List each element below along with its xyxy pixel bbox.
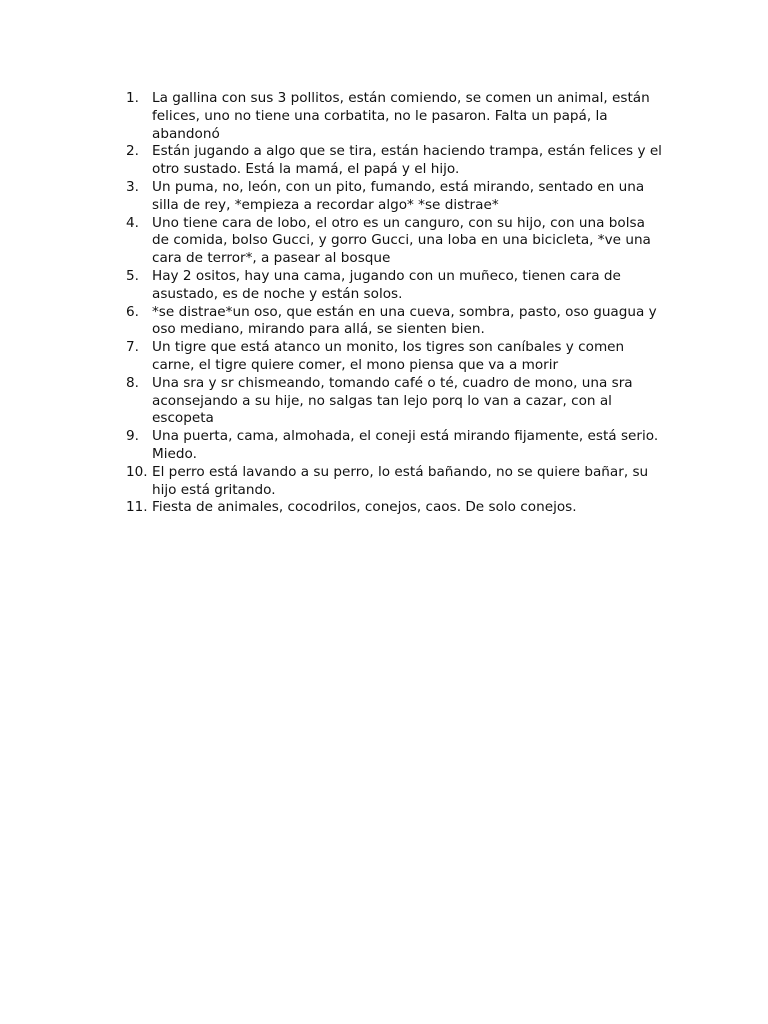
list-item <box>126 375 666 428</box>
list-item-number: 10. <box>126 463 148 480</box>
list-item-text: *se distrae*un oso, que están en una cueva, sombra, pasto, oso guagua y oso mediano, mirando para allá, se sienten bien. <box>152 303 657 338</box>
list-item <box>126 304 666 340</box>
list-item-text: Un tigre que está atanco un monito, los tigres son caníbales y comen carne, el tigre quiere comer, el mono piensa que va a morir <box>152 339 625 373</box>
list-item <box>126 179 666 215</box>
list-item-number: 9. <box>126 428 139 445</box>
list-item-number: 1. <box>126 90 139 106</box>
list-item <box>126 464 666 500</box>
numbered-list <box>126 90 666 517</box>
list-item-number: 6. <box>126 303 139 320</box>
list-item-text: Una puerta, cama, almohada, el coneji está mirando fijamente, está serio. Miedo. <box>152 428 659 462</box>
list-item-number: 4. <box>126 214 139 231</box>
list-item-number: 2. <box>126 143 139 160</box>
list-item-text: Un puma, no, león, con un pito, fumando, está mirando, sentado en una silla de rey, *empieza a recordar algo* *se distrae* <box>152 178 645 213</box>
list-item-text: La gallina con sus 3 pollitos, están comiendo, se comen un animal, están felices, uno no tiene una corbatita, no le pasaron. Falta un papá, la abandonó <box>152 90 650 142</box>
list-item-number: 8. <box>126 374 139 391</box>
list-item <box>126 499 666 517</box>
list-item-text: Fiesta de animales, cocodrilos, conejos, caos. De solo conejos. <box>152 499 577 516</box>
list-item-number: 5. <box>126 267 139 284</box>
list-item <box>126 90 666 143</box>
list-item-text: Uno tiene cara de lobo, el otro es un canguro, con su hijo, con una bolsa de comida, bolso Gucci, y gorro Gucci, una loba en una bicicleta, *ve una cara de terror*, a pasear al bosque <box>152 214 651 267</box>
list-item <box>126 143 666 179</box>
list-item-text: Una sra y sr chismeando, tomando café o té, cuadro de mono, una sra aconsejando a su hije, no salgas tan lejo porq lo van a cazar, con al escopeta <box>152 374 633 427</box>
list-item <box>126 339 666 375</box>
list-item <box>126 215 666 268</box>
list-item-text: Están jugando a algo que se tira, están haciendo trampa, están felices y el otro sustado. Está la mamá, el papá y el hijo. <box>152 143 662 178</box>
list-item-number: 7. <box>126 339 139 356</box>
list-item <box>126 268 666 304</box>
list-item-number: 11. <box>126 499 148 516</box>
list-item-text: Hay 2 ositos, hay una cama, jugando con un muñeco, tienen cara de asustado, es de noche y están solos. <box>152 267 621 302</box>
list-item-text: El perro está lavando a su perro, lo está bañando, no se quiere bañar, su hijo está gritando. <box>152 463 649 498</box>
list-item <box>126 428 666 464</box>
list-item-number: 3. <box>126 178 139 195</box>
